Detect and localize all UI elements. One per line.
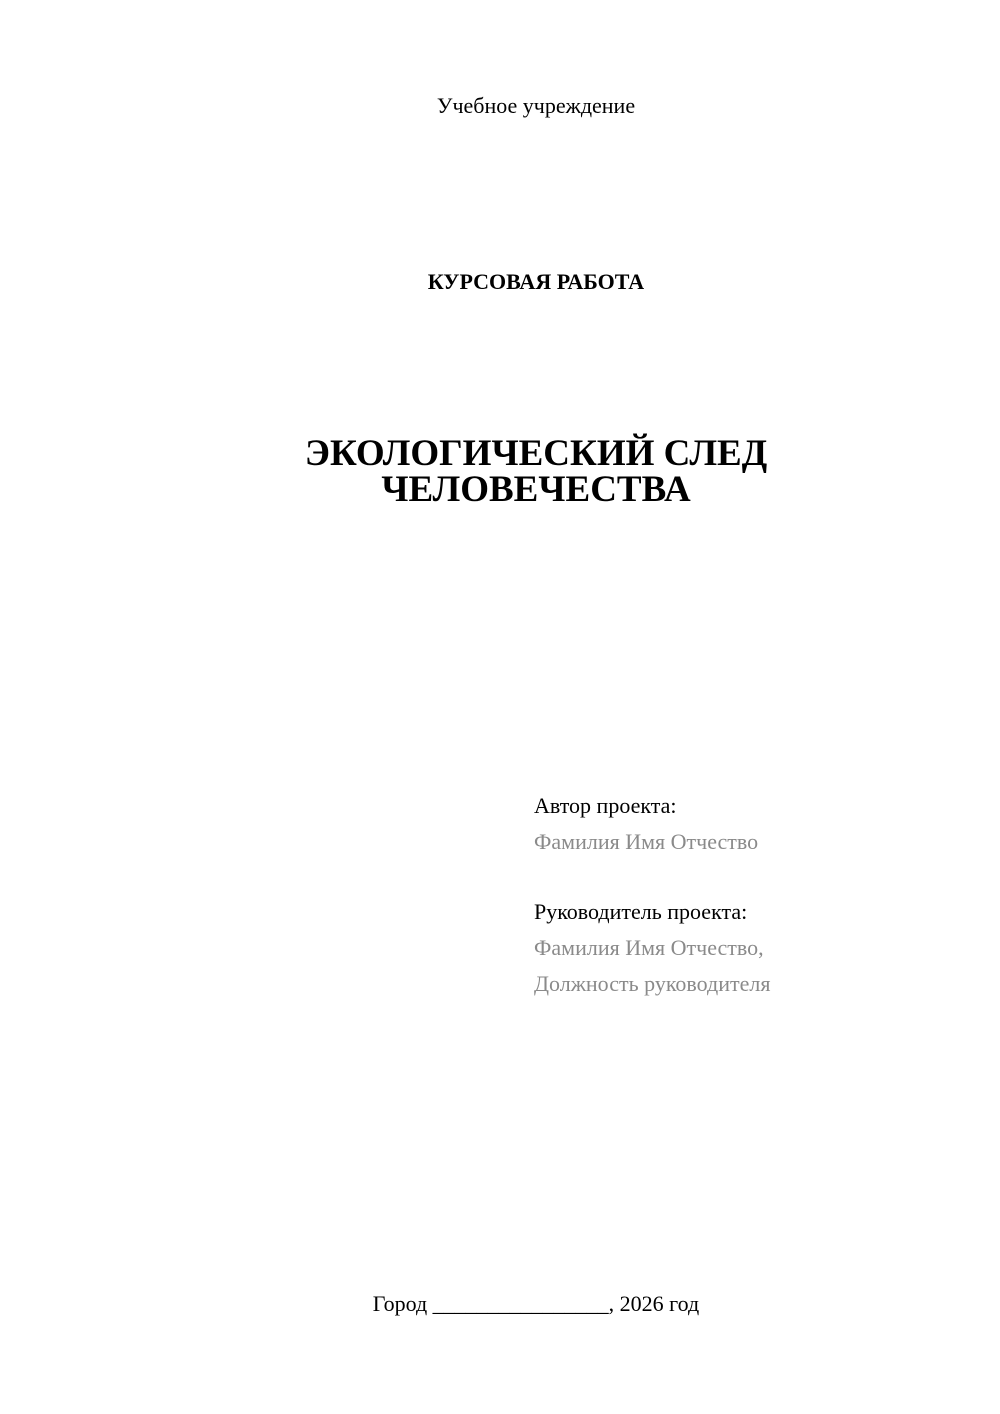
work-title bbox=[0, 433, 1000, 510]
city-year-line bbox=[0, 1290, 1000, 1318]
supervisor-name: Фамилия Имя Отчество, bbox=[534, 935, 764, 960]
work-type-heading: КУРСОВАЯ РАБОТА bbox=[427, 269, 645, 294]
info-spacer bbox=[534, 860, 770, 894]
work-title-line-1: ЭКОЛОГИЧЕСКИЙ СЛЕД bbox=[304, 433, 768, 474]
supervisor-position: Должность руководителя bbox=[534, 971, 771, 996]
author-label: Автор проекта: bbox=[534, 793, 677, 818]
work-title-line-2: ЧЕЛОВЕЧЕСТВА bbox=[381, 469, 691, 510]
institution-name: Учебное учреждение bbox=[436, 93, 636, 118]
city-blank: ________________ bbox=[432, 1291, 609, 1316]
year-text: , 2026 год bbox=[608, 1291, 700, 1316]
project-info-block bbox=[534, 788, 770, 1002]
author-name: Фамилия Имя Отчество bbox=[534, 829, 759, 854]
supervisor-label: Руководитель проекта: bbox=[534, 899, 748, 924]
city-label: Город bbox=[372, 1291, 428, 1316]
